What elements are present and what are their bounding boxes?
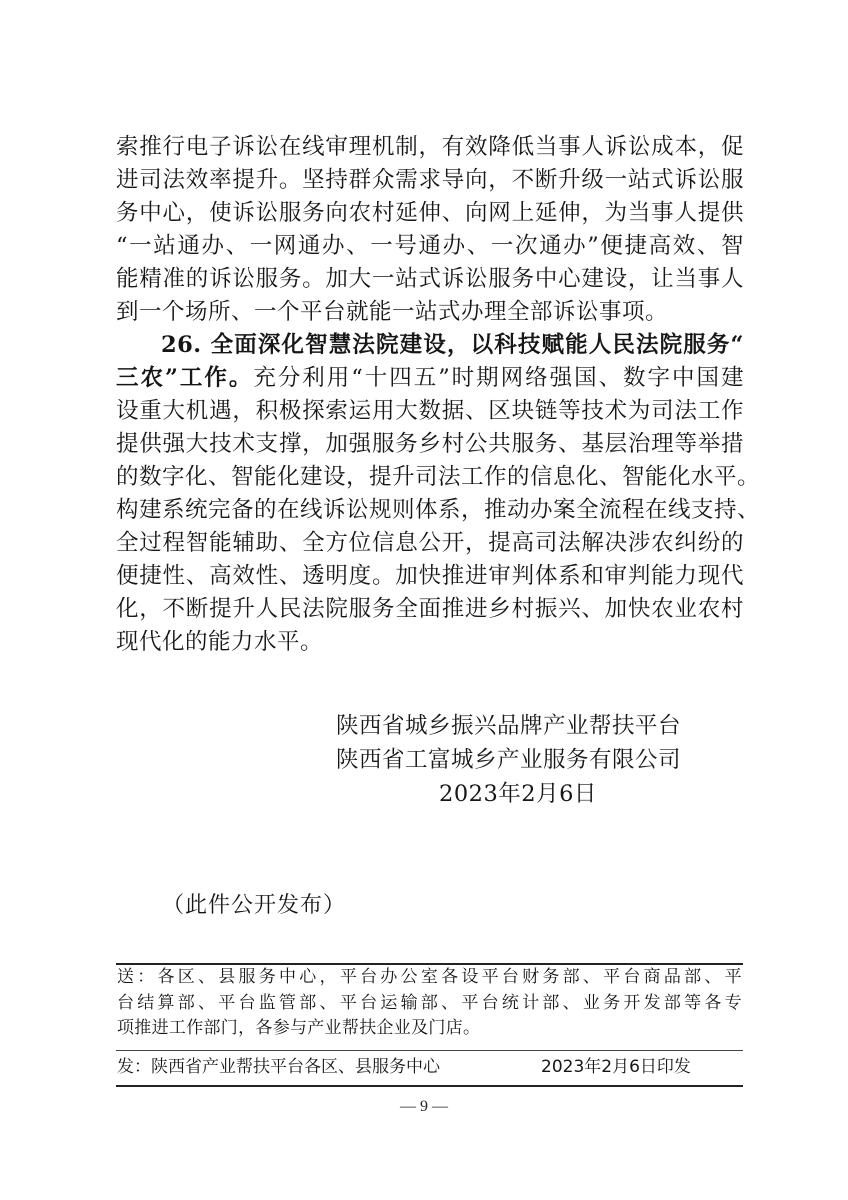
item-26-heading-text: 全面深化智慧法院建设，以科技赋能人民法院服务“: [210, 332, 744, 358]
item-26-heading: [116, 329, 744, 362]
body-line: 进司法效率提升。坚持群众需求导向，不断升级一站式诉讼服: [116, 167, 744, 193]
item-26-line: 设重大机遇，积极探索运用大数据、区块链等技术为司法工作: [116, 398, 744, 424]
item-26-line: 便捷性、高效性、透明度。加快推进审判体系和审判能力现代: [116, 563, 744, 589]
item-26-line: [116, 362, 744, 395]
distribution-middle-rule: [116, 1050, 743, 1051]
body-text: [116, 131, 761, 659]
issue-line: [117, 1054, 742, 1080]
body-line: 能精准的诉讼服务。加大一站式诉讼服务中心建设，让当事人: [116, 266, 744, 292]
item-26-number: 26.: [161, 332, 202, 358]
body-line: 务中心，使诉讼服务向农村延伸、向网上延伸，为当事人提供: [116, 200, 744, 226]
body-line: 到一个场所、一个平台就能一站式办理全部诉讼事项。: [116, 299, 669, 325]
body-line: “一站通办、一网通办、一号通办、一次通办”便捷高效、智: [116, 233, 744, 259]
item-26-heading-end: 三农”工作。: [116, 365, 254, 391]
signature-org-1: 陕西省城乡振兴品牌产业帮扶平台: [336, 713, 682, 739]
signature-block: [336, 709, 681, 811]
distribution-line: 台结算部、平台监管部、平台运输部、平台统计部、业务开发部等各专: [117, 992, 742, 1013]
item-26-line: 化，不断提升人民法院服务全面推进乡村振兴、加快农业农村: [116, 596, 744, 622]
body-line: 索推行电子诉讼在线审理机制，有效降低当事人诉讼成本，促: [116, 134, 744, 160]
issue-date: 2023年2月6日印发: [541, 1057, 691, 1077]
distribution-list: [117, 965, 742, 1042]
signature-org-2: 陕西省工富城乡产业服务有限公司: [336, 747, 682, 773]
item-26-line: 全过程智能辅助、全方位信息公开，提高司法解决涉农纠纷的: [116, 530, 744, 556]
distribution-line: 送：各区、县服务中心，平台办公室各设平台财务部、平台商品部、平: [117, 967, 742, 987]
item-26-line: 的数字化、智能化建设，提升司法工作的信息化、智能化水平。: [116, 464, 761, 490]
page-number: — 9 —: [400, 1098, 448, 1115]
item-26-line-rest: 充分利用“十四五”时期网络强国、数字中国建: [253, 365, 744, 391]
distribution-bottom-rule: [116, 1085, 743, 1087]
item-26-line: 现代化的能力水平。: [116, 629, 324, 655]
item-26-line: 构建系统完备的在线诉讼规则体系，推动办案全流程在线支持、: [116, 497, 761, 523]
item-26-line: 提供强大技术支撑，加强服务乡村公共服务、基层治理等举措: [116, 431, 744, 457]
public-note: （此件公开发布）: [162, 893, 347, 918]
issue-label: 发：陕西省产业帮扶平台各区、县服务中心: [117, 1057, 440, 1077]
distribution-line: 项推进工作部门，各参与产业帮扶企业及门店。: [117, 1018, 481, 1038]
signature-date: 2023年2月6日: [439, 781, 597, 807]
